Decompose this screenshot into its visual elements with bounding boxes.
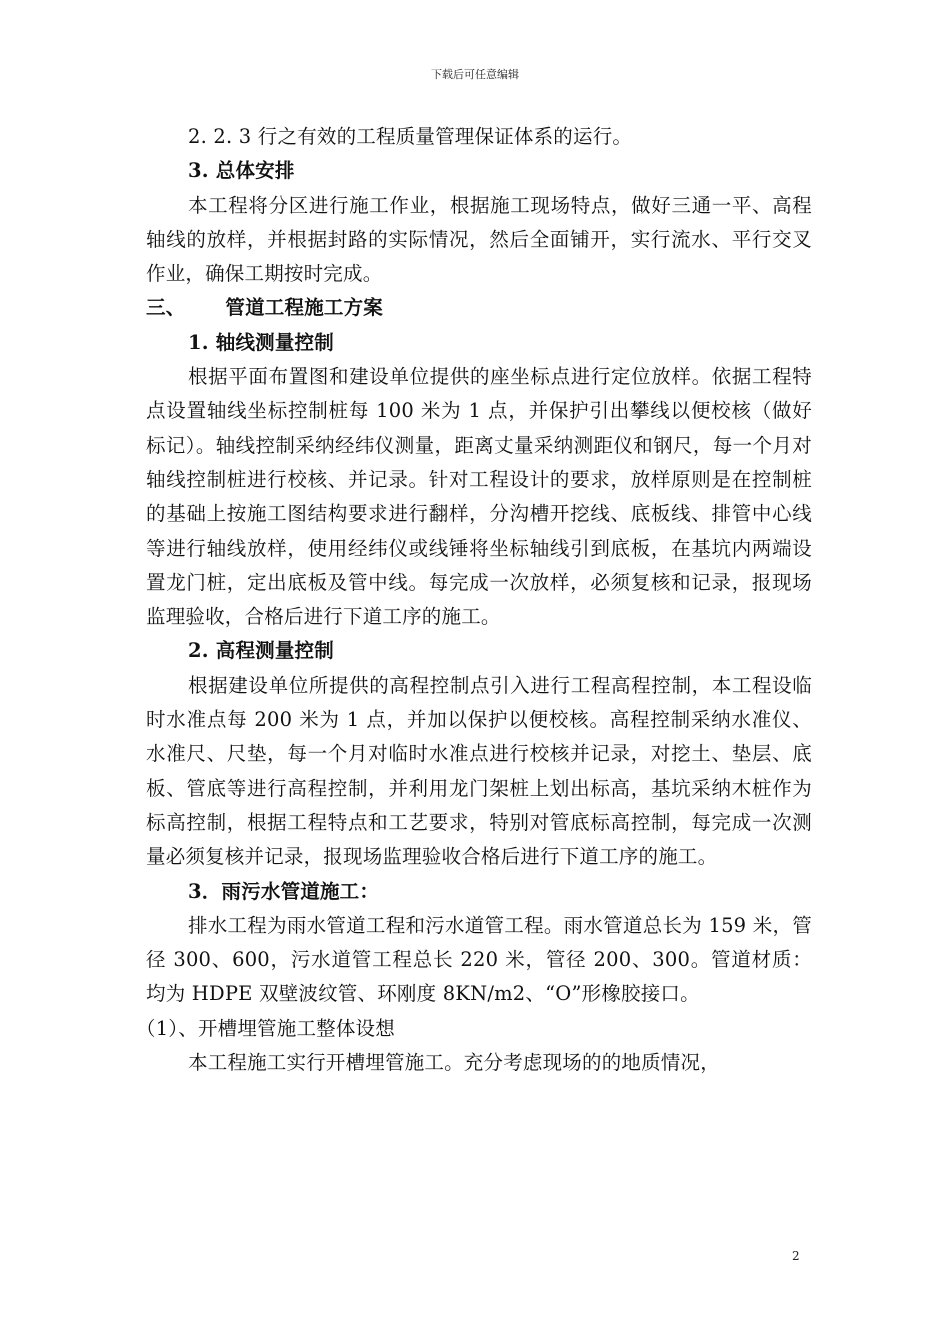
heading-sewer-construction: 3．雨污水管道施工：	[188, 879, 380, 903]
paragraph-sewer-construction: 排水工程为雨水管道工程和污水道管工程。雨水管道总长为 159 米，管径 300、600，污水道管工程总长 220 米，管径 200、300。管道材质：均为 HDPE 双壁波纹管、环刚度 8KN/m2、“O”形橡胶接口。	[146, 913, 812, 1006]
paragraph-2-2-3: 2. 2. 3 行之有效的工程质量管理保证体系的运行。	[188, 125, 633, 148]
heading-axis-survey: 1. 轴线测量控制	[188, 330, 334, 354]
paragraph-trench-plan: 本工程施工实行开槽埋管施工。充分考虑现场的的地质情况，	[188, 1051, 720, 1075]
subheading-trench-plan: （1）、开槽埋管施工整体设想	[136, 1016, 395, 1040]
heading-elevation-survey: 2. 高程测量控制	[188, 639, 334, 663]
section-title: 管道工程施工方案	[225, 296, 384, 320]
paragraph-elevation-survey: 根据建设单位所提供的高程控制点引入进行工程高程控制，本工程设临时水准点每 200 米为 1 点，并加以保护以便校核。高程控制采纳水准仪、水准尺、尺垫，每一个月对临时水准点进行校核并记录，对挖土、垫层、底板、管底等进行高程控制，并利用龙门架桩上划出标高，基坑采纳木桩作为标高控制，根据工程特点和工艺要求，特别对管底标高控制，每完成一次测量必须复核并记录，报现场监理验收合格后进行下道工序的施工。	[146, 673, 812, 869]
heading-overall-arrangement: 3. 总体安排	[188, 159, 295, 183]
paragraph-overall-arrangement: 本工程将分区进行施工作业，根据施工现场特点，做好三通一平、高程轴线的放样，并根据封路的实际情况，然后全面铺开，实行流水、平行交叉作业，确保工期按时完成。	[146, 193, 812, 286]
section-heading-pipeline	[146, 291, 812, 325]
page-number: 2	[792, 1249, 800, 1263]
page-header: 下载后可任意编辑	[431, 68, 519, 81]
section-number: 三、	[146, 296, 186, 320]
document-body	[136, 120, 812, 1080]
paragraph-axis-survey: 根据平面布置图和建设单位提供的座坐标点进行定位放样。依据工程特点设置轴线坐标控制桩每 100 米为 1 点，并保护引出攀线以便校核（做好标记）。轴线控制采纳经纬仪测量，距离丈量采纳测距仪和钢尺，每一个月对轴线控制桩进行校核、并记录。针对工程设计的要求，放样原则是在控制桩的基础上按施工图结构要求进行翻样，分沟槽开挖线、底板线、排管中心线等进行轴线放样，使用经纬仪或线锤将坐标轴线引到底板，在基坑内两端设置龙门桩，定出底板及管中线。每完成一次放样，必须复核和记录，报现场监理验收，合格后进行下道工序的施工。	[146, 365, 812, 629]
